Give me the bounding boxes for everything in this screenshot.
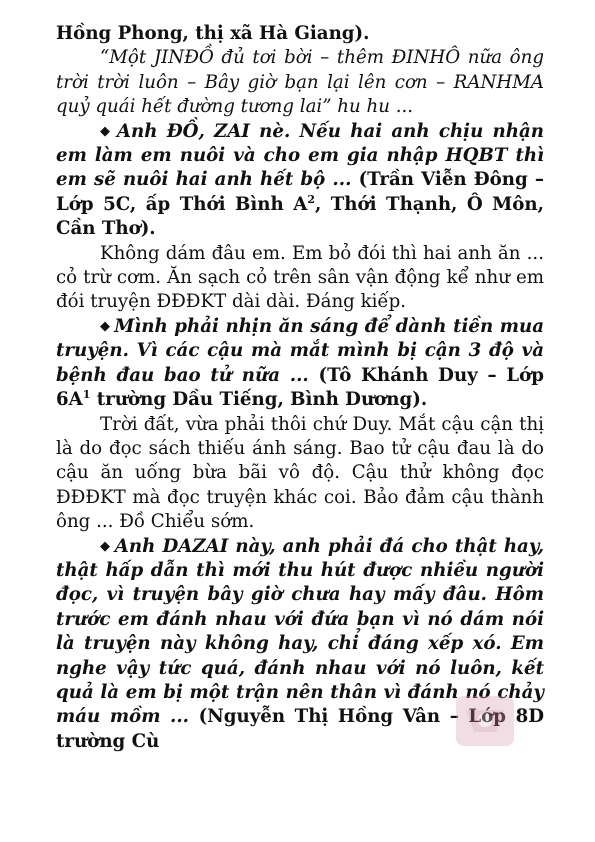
letter-signature: (Nguyễn Thị Hồng Vân – Lớp 8D trường Cù (56, 706, 544, 752)
letter-text: Anh DAZAI này, anh phải đá cho thật hay, thật hấp dẫn thì mới thu hút được nhiều người đọc, vì truyện bây giờ chưa hay mấy đâu. Hôm trước em đánh nhau với đứa bạn vì nó dám nói là truyện này không hay, chỉ đáng xếp xó. Em nghe vậy tức quá, đánh nhau với nó luôn, kết quả là em bị một trận nên thân vì đánh nó chảy máu mồm ... (56, 535, 545, 728)
superscript: 1 (82, 388, 91, 402)
letter-signature: (Trần Viễn Đông – Lớp 5C, ấp Thới Bình A (56, 169, 544, 215)
superscript: 2 (307, 192, 315, 206)
letter-text: Mình phải nhịn ăn sáng để dành tiền mua truyện. Vì các cậu mà mắt mình bị cận 3 độ và bệnh đau bao tử nữa ... (56, 315, 545, 386)
paragraph-5 (56, 315, 544, 413)
letter-signature: (Tô Khánh Duy – Lớp 6A (56, 364, 544, 411)
letter-signature-end: trường Dầu Tiếng, Bình Dương). (90, 389, 428, 411)
paragraph-6: Trời đất, vừa phải thôi chứ Duy. Mắt cậu cận thị là do đọc sách thiếu ánh sáng. Bao tử cậu đau là do cậu ăn uống bừa bãi vô độ. Cậu thử không đọc ĐĐĐKT mà đọc truyện khác coi. Bảo đảm cậu thành ông ... Đồ Chiểu sớm. (56, 413, 544, 533)
paragraph-3 (56, 120, 544, 242)
paragraph-2: “Một JINĐỒ đủ tơi bời – thêm ĐINHÔ nữa ông trời trời luôn – Bây giờ bạn lại lên cơn – RANHMA quỷ quái hết đường tương lai” hu hu ... (56, 47, 544, 118)
letter-signature-end: , Thới Thạnh, Ô Môn, Cần Thơ). (56, 193, 544, 240)
paragraph-1: Hồng Phong, thị xã Hà Giang). (56, 23, 370, 44)
bullet-diamond-icon: ◆ (100, 318, 111, 334)
watermark-logo-icon (452, 692, 518, 750)
paragraph-4: Không dám đâu em. Em bỏ đói thì hai anh ăn ... cỏ trừ cơm. Ăn sạch cỏ trên sân vận động kể như em đói truyện ĐĐĐKT dài dài. Đáng kiếp. (56, 242, 544, 313)
bullet-diamond-icon: ◆ (100, 538, 111, 554)
bullet-diamond-icon: ◆ (100, 123, 113, 139)
letter-text: Anh ĐỒ, ZAI nè. Nếu hai anh chịu nhận em làm em nuôi và cho em gia nhập HQBT thì em sẽ nuôi hai anh hết bộ ... (56, 120, 544, 191)
document-page (56, 22, 544, 754)
